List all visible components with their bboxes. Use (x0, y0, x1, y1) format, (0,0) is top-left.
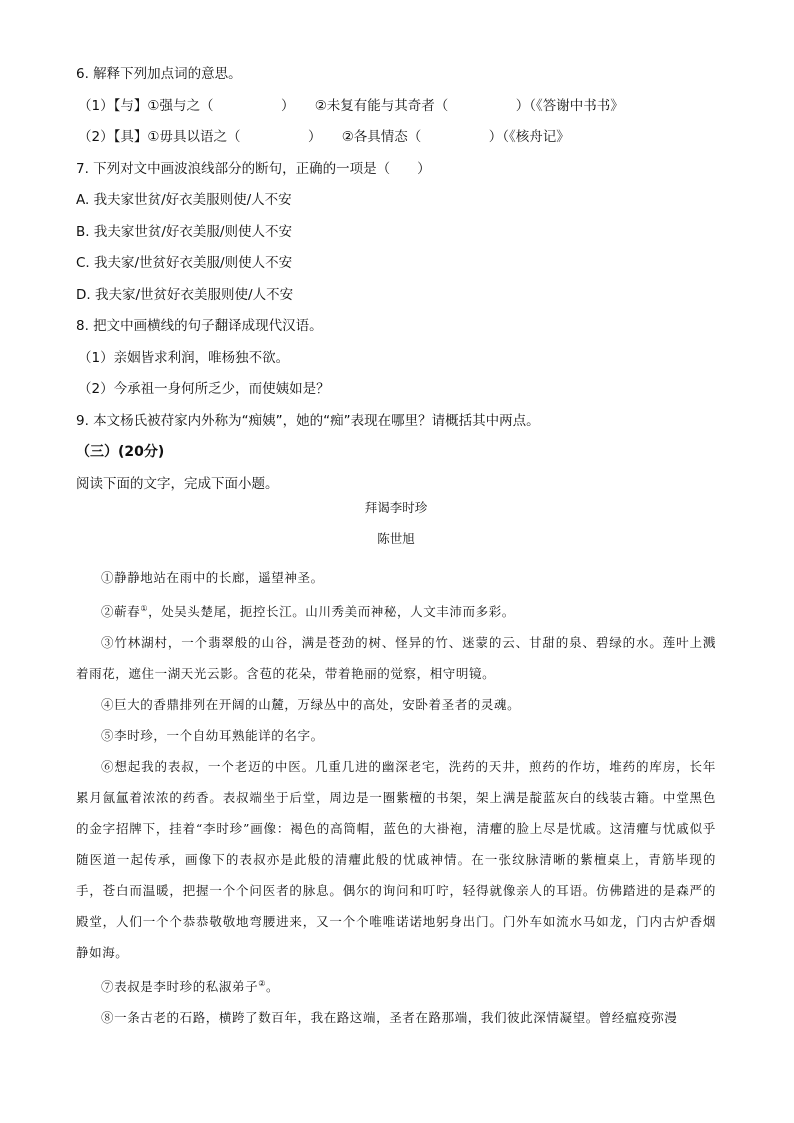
paragraph-5: ⑤李时珍，一个自幼耳熟能详的名字。 (101, 728, 324, 744)
article-title: 拜谒李时珍 (364, 500, 428, 515)
footnote-ref-1: ① (140, 604, 149, 613)
questions-section (76, 64, 736, 505)
paragraph-8: ⑧一条古老的石路，横跨了数百年，我在路这端，圣者在路那端，我们彼此深情凝望。曾经瘟疫弥漫 (101, 1010, 678, 1026)
question-9: 9. 本文杨氏被苻家内外称为“痴姨”，她的“痴”表现在哪里？请概括其中两点。 (76, 412, 540, 429)
article-section (76, 498, 716, 1033)
paragraph-7-start: ⑦表叔是李时珍的私淑弟子 (101, 979, 259, 995)
question-7: 7. 下列对文中画波浪线部分的断句，正确的一项是（ ） (76, 160, 431, 177)
question-8: 8. 把文中画横线的句子翻译成现代汉语。 (76, 318, 323, 334)
question-6: 6. 解释下列加点词的意思。 (76, 66, 242, 82)
paragraph-2-rest: ，处吴头楚尾，扼控长江。山川秀美而神秘，人文丰沛而多彩。 (148, 604, 515, 620)
paragraph-1: ①静静地站在雨中的长廊，遥望神圣。 (101, 570, 324, 585)
question-8-item-2: （2）今承祖一身何所乏少，而使姨如是？ (78, 381, 330, 397)
paragraph-4: ④巨大的香鼎排列在开阔的山麓，万绿丛中的高处，安卧着圣者的灵魂。 (101, 697, 521, 713)
paragraph-7 (76, 968, 716, 1002)
question-7-option-a: A. 我夫家世贫/好衣美服则使/人不安 (76, 192, 292, 208)
question-7-option-d: D. 我夫家/世贫好衣美服则使/人不安 (76, 286, 294, 303)
question-8-item-1: （1）亲姻皆求利润，唯杨独不欲。 (78, 349, 290, 366)
question-7-option-b: B. 我夫家世贫/好衣美服/则使人不安 (76, 223, 292, 240)
paragraph-7-rest: 。 (265, 979, 280, 995)
paragraph-2 (76, 593, 716, 627)
paragraph-6: ⑥想起我的表叔，一个老迈的中医。几重几进的幽深老宅，洗药的天井，煎药的作坊，堆药的库房，长年累月氤氲着浓浓的药香。表叔端坐于后堂，周边是一圈紫檀的书架，架上满是靛蓝灰白的线装古籍。中堂黑色的金字招牌下，挂着“李时珍”画像：褐色的高筒帽，蓝色的大褂袍，清癯的脸上尽是忧戚。这清癯与忧戚似乎随医道一起传承，画像下的表叔亦是此般的清癯此般的忧戚神情。在一张纹脉清晰的紫檀桌上，青筋毕现的手，苍白而温暖，把握一个个问医者的脉息。偶尔的询问和叮咛，轻得就像亲人的耳语。仿佛踏进的是森严的殿堂，人们一个个恭恭敬敬地弯腰进来，又一个个唯唯诺诺地躬身出门。门外车如流水马如龙，门内古炉香烟静如海。 (76, 759, 716, 961)
article-author: 陈世旭 (377, 531, 415, 546)
question-6-item-2: （2）【具】①毋具以语之（ ） ②各具情态（ ）（《核舟记》 (78, 129, 570, 145)
paragraph-3: ③竹林湖村，一个翡翠般的山谷，满是苍劲的树、怪异的竹、迷蒙的云、甘甜的泉、碧绿的水。莲叶上溅着雨花，遮住一湖天光云影。含苞的花朵，带着艳丽的觉察，相守明镜。 (76, 635, 716, 682)
section-3-heading: （三）(20分) (76, 444, 165, 460)
question-6-item-1: （1）【与】①强与之（ ） ②未复有能与其奇者（ ）（《答谢中书书》 (78, 97, 624, 114)
paragraph-2-start: ②蕲春 (101, 604, 141, 620)
question-7-option-c: C. 我夫家/世贫好衣美服/则使人不安 (76, 255, 293, 271)
footnote-ref-2: ② (258, 979, 266, 989)
section-3-instruction: 阅读下面的文字，完成下面小题。 (76, 475, 279, 492)
